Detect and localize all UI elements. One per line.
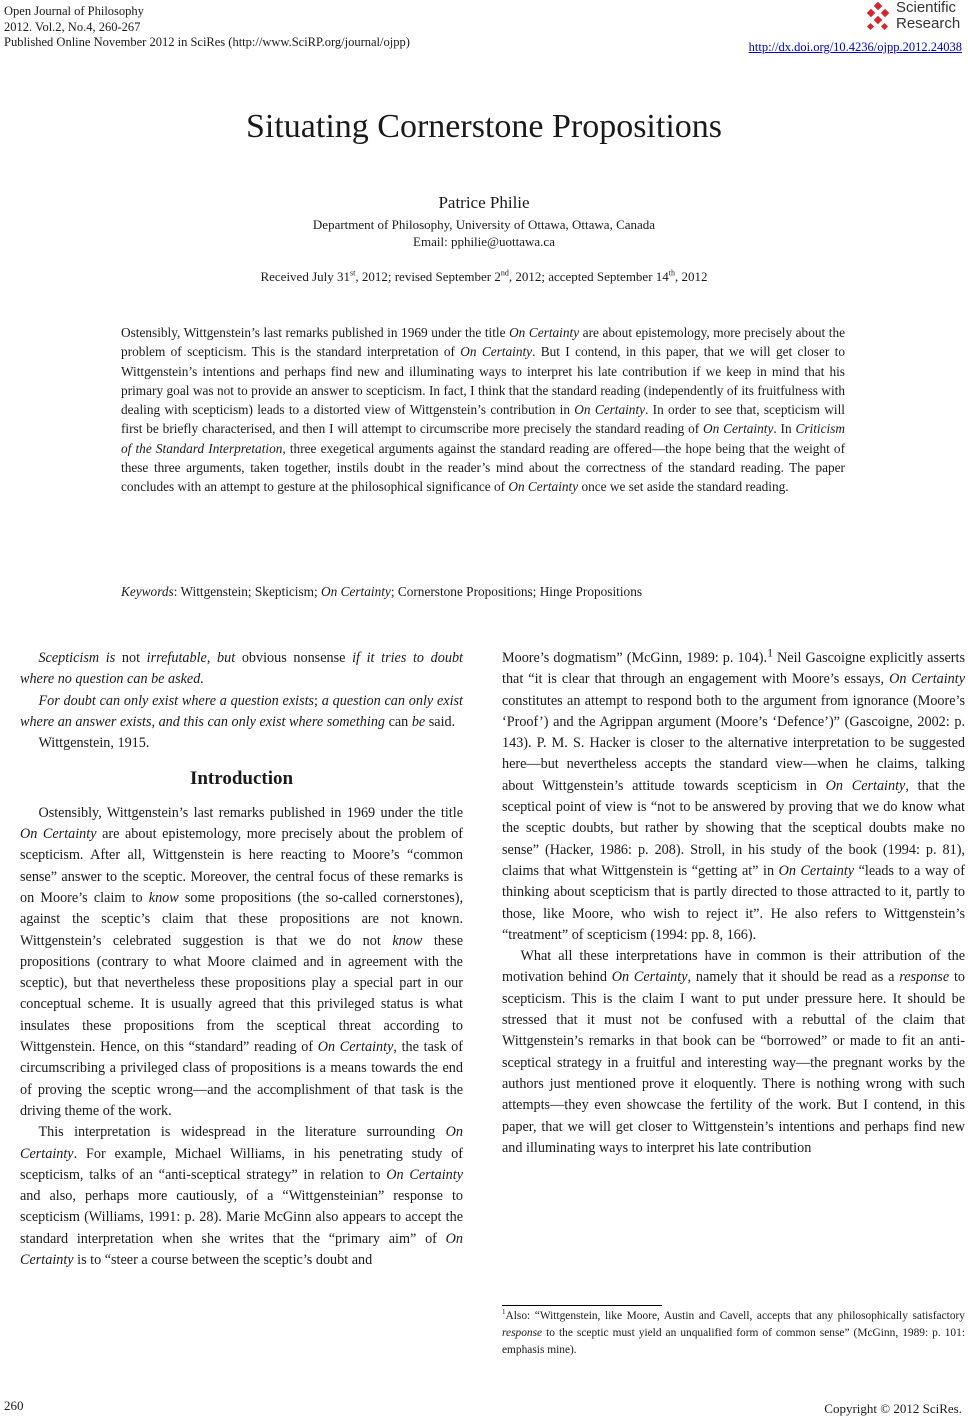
submission-dates: Received July 31st, 2012; revised September 2nd, 2012; accepted September 14th, 2012	[260, 268, 708, 284]
publisher-logo	[862, 0, 962, 36]
copyright-notice: Copyright © 2012 SciRes.	[824, 1401, 962, 1416]
author-name: Patrice Philie	[438, 193, 530, 212]
epigraph-line-2: For doubt can only exist where a question exists; a question can only exist where an answer exists, and this can only exist where something can be said.	[20, 692, 463, 730]
body-column-right	[502, 645, 966, 1159]
section-heading-introduction: Introduction	[189, 768, 294, 790]
doi-link[interactable]: http://dx.doi.org/10.4236/ojpp.2012.24038	[748, 40, 962, 54]
keywords: Keywords: Wittgenstein; Skepticism; On Certainty; Cornerstone Propositions; Hinge Propositions	[121, 584, 643, 599]
publication-info: Published Online November 2012 in SciRes (http://www.SciRP.org/journal/ojpp)	[4, 35, 410, 49]
footnote: $^1$Also: “Wittgenstein, like Moore, Austin and Cavell, accepts that any philosophically satisfactory response to the sceptic must yield an unqualified form of common sense” (McGinn, 1989: p. 101: emphasis mine).	[502, 1308, 965, 1356]
footnote-ref[interactable]: 1	[767, 645, 773, 660]
author-email[interactable]: Email: pphilie@uottawa.ca	[413, 234, 555, 249]
author-affiliation	[0, 216, 968, 250]
epigraph-source: Wittgenstein, 1915.	[38, 735, 150, 752]
logo-word-research: Research	[896, 15, 961, 32]
page-number: 260	[4, 1398, 24, 1413]
paragraph: What all these interpretations have in common is their attribution of the motivation behind On Certainty, namely that it should be read as a response to scepticism. This is the claim I want to put under pressure here. It should be stressed that it must not be confused with a rebuttal of the claim that Wittgenstein’s remarks in that book can be “borrowed” or made to fit an anti-sceptical strategy in a fruitful and interesting way—the pregnant works by the authors just mentioned prove it eloquently. There is nothing wrong with such attempts—they even showcase the fertility of the work. But I contend, in this paper, that we will get closer to Wittgenstein’s intentions and perhaps find new and illuminating ways to interpret his late contribution	[502, 948, 965, 1156]
paper-title: Situating Cornerstone Propositions	[246, 108, 722, 145]
journal-volume: 2012. Vol.2, No.4, 260-267	[4, 19, 141, 34]
abstract: Ostensibly, Wittgenstein’s last remarks published in 1969 under the title On Certainty are about epistemology, more precisely about the problem of scepticism. This is the standard interpretation of On Certainty. But I contend, in this paper, that we will get closer to Wittgenstein’s intentions and perhaps find new and illuminating ways to interpret his late contribution if we keep in mind that his primary goal was not to provide an answer to scepticism. In fact, I think that the standard reading (independently of its fruitfulness with dealing with scepticism) leads to a distorted view of Wittgenstein’s contribution in On Certainty. In order to see that, scepticism will first be briefly characterised, and then I will attempt to circumscribe more precisely the standard reading of On Certainty. In Criticism of the Standard Interpretation, three exegetical arguments against the standard reading are offered—the hope being that the weight of these three arguments, taken together, instils doubt in the reader’s mind about the correctness of the standard reading. The paper concludes with an attempt to gesture at the philosophical significance of On Certainty once we set aside the standard reading.	[121, 325, 845, 495]
keywords-label: Keywords	[121, 584, 174, 599]
body-column-left	[20, 648, 463, 1271]
paragraph: This interpretation is widespread in the literature surrounding On Certainty. For example, Michael Williams, in his penetrating study of scepticism, talks of an “anti-sceptical strategy” in relation to On Certainty and also, perhaps more cautiously, of a “Wittgensteinian” response to scepticism (Williams, 1991: p. 28). Marie McGinn also appears to accept the standard interpretation when she writes that the “primary aim” of On Certainty is to “steer a course between the sceptic’s doubt and	[20, 1124, 463, 1269]
paragraph: Moore’s dogmatism” (McGinn, 1989: p. 104).$^1$ Neil Gascoigne explicitly asserts that “it is clear that through an engagement with Moore’s essays, On Certainty constitutes an attempt to respond both to the argument from ignorance (Moore’s ‘Proof’) and the Agrippan argument (Moore’s ‘Defence’)” (Gascoigne, 2002: p. 143). P. M. S. Hacker is closer to the alternative interpretation to be suggested here—but nevertheless accepts the standard view—when he claims, talking about Wittgenstein’s attitude towards scepticism in On Certainty, that the sceptical point of view is “not to be answered by proving that we do know what the sceptic doubts, but rather by showing that the sceptical doubts make no sense” (Hacker, 1986: p. 208). Stroll, in his study of the book (1994: p. 81), claims that what Wittgenstein is “getting at” in On Certainty “leads to a way of thinking about scepticism that is partly directed to those attracted to it, partly to those, like Moore, who wish to reject it”. He also refers to Wittgenstein’s “treatment” of scepticism (1994: pp. 8, 166).	[502, 645, 966, 943]
epigraph-line-1: Scepticism is not irrefutable, but obvious nonsense if it tries to doubt where no question can be asked.	[20, 650, 463, 688]
affiliation-text: Department of Philosophy, University of Ottawa, Ottawa, Canada	[312, 217, 656, 232]
running-header	[4, 4, 410, 51]
journal-name: Open Journal of Philosophy	[4, 4, 144, 18]
footnote-divider	[502, 1305, 662, 1306]
logo-word-scientific: Scientific	[896, 0, 957, 16]
scirp-diamond-icon	[862, 2, 894, 34]
paragraph: Ostensibly, Wittgenstein’s last remarks published in 1969 under the title On Certainty are about epistemology, more precisely about the problem of scepticism. After all, Wittgenstein is here reacting to Moore’s “common sense” answer to the sceptic. Moreover, the central focus of these remarks is on Moore’s claim to know some propositions (the so-called cornerstones), against the sceptic’s claim that these propositions are not known. Wittgenstein’s celebrated suggestion is that we do not know these propositions (contrary to what Moore claimed and in agreement with the sceptic), but that nevertheless these propositions play a special part in our conceptual scheme. It is usually agreed that this privileged status is what insulates these propositions from the sceptical threat according to Wittgenstein. Hence, on this “standard” reading of On Certainty, the task of circumscribing a privileged class of propositions is a means towards the end of proving the sceptic wrong—and the accomplishment of that task is the driving theme of the work.	[20, 804, 463, 1119]
